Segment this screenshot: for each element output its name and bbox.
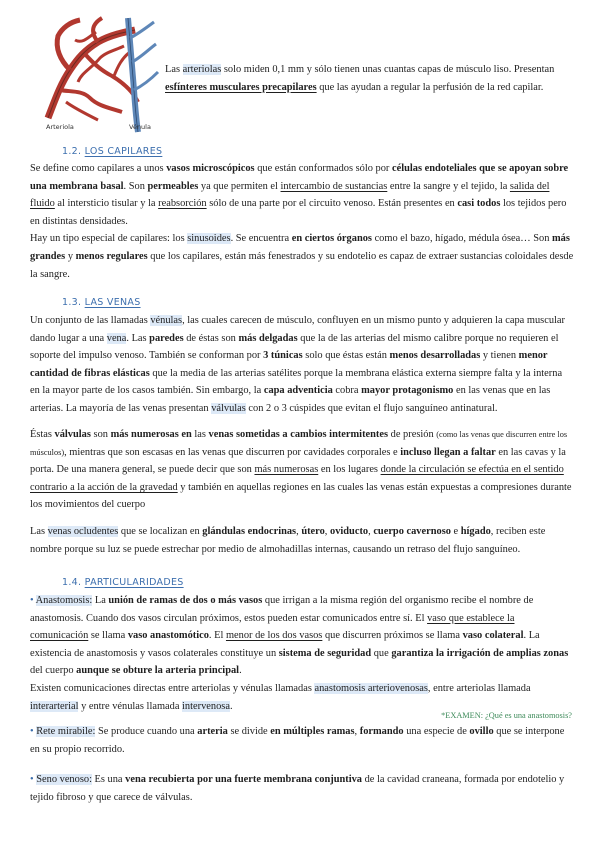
text: y tienen [480, 350, 519, 362]
text: , [354, 726, 360, 737]
text: en las venas que en las arterias. La mayoría de las venas presentan [30, 385, 551, 414]
underlined-text: intercambio de sustancias [280, 180, 388, 192]
text: e [450, 526, 461, 537]
text: que la media de las arterias satélites porque la membrana elástica externa siempre falta y la interna en la mayor parte de los casos también. Sin embargo, la [30, 367, 563, 397]
bold-text: arteria [197, 726, 228, 737]
text: que [371, 647, 392, 659]
section-heading-capilares [62, 146, 162, 157]
seno-venoso-paragraph [30, 771, 574, 806]
section-number: 1.2. [62, 146, 82, 157]
text: Éstas [30, 429, 55, 440]
term-venulas: vénulas [150, 315, 183, 326]
bold-text: unión de ramas de dos o más vasos [108, 595, 263, 606]
capillary-network-illustration [30, 10, 165, 135]
text: . Son [123, 180, 148, 192]
bold-text: formando [359, 726, 404, 737]
text: del cuerpo [30, 665, 77, 677]
text: La [92, 595, 109, 606]
figure-label-venula: Vénula [129, 123, 151, 131]
text: , las cuales carecen de músculo, confluyen en un mismo punto y adquieren la capa muscular dando lugar a una [30, 315, 565, 344]
bold-text: aunque se obture la arteria principal [76, 665, 240, 677]
bold-text: vaso colateral [462, 630, 524, 642]
bold-text: paredes [149, 332, 184, 344]
text: como el bazo, hígado, médula ósea… Son [371, 233, 553, 245]
small-note: (como las venas que discurren entre los músculos) [30, 430, 568, 457]
bold-text: en múltiples ramas [270, 726, 355, 737]
intro-paragraph [165, 61, 575, 96]
term-interarterial: interarterial [30, 700, 79, 712]
term-arteriolas: arteriolas [182, 64, 222, 75]
text: y también en aquellas regiones en las cuales las venas están expuestas a compresiones durante los movimientos del cuerpo [30, 481, 572, 511]
text: , [324, 526, 330, 537]
text: . Se encuentra [230, 233, 292, 245]
text: Las [165, 64, 183, 75]
text: al intersticio tisular y la [54, 198, 159, 210]
bold-text: vaso anastomótico [127, 630, 209, 642]
text: que se interpone en su propio recorrido. [30, 726, 565, 755]
text: solo que éstas están [302, 350, 390, 362]
bold-text: garantiza la irrigación de amplias zonas [391, 647, 569, 659]
text: en las cavas y la porta. De una manera general, se puede decir que son [30, 446, 566, 476]
bold-text: útero [301, 526, 325, 537]
underlined-text: donde la circulación se efectúa en el sentido contrario a la acción de la gravedad [30, 464, 564, 493]
text: , mientras que son escasas en las venas que discurren por cavidades corporales e [64, 446, 401, 458]
text: que irrigan a la misma región del organismo recibe el nombre de anastomosis. Cuando dos vasos circulan próximos, estos pueden estar comunicados entre sí. El [30, 595, 534, 624]
text: que están conformados sólo por [254, 163, 392, 174]
text: . Las [126, 332, 150, 344]
text: que se localizan en [118, 526, 203, 537]
section-title: LAS VENAS [84, 297, 141, 308]
text: y entre vénulas llamada [78, 700, 183, 712]
underlined-text: menor de los dos vasos [225, 630, 323, 642]
bold-text: capa adventicia [263, 385, 333, 397]
anastomosis-paragraph [30, 592, 574, 715]
section-heading-particularidades [62, 577, 184, 588]
term-anastomosis-arteriovenosas: anastomosis arteriovenosas [314, 682, 428, 694]
bold-text: más delgadas [238, 332, 298, 344]
term-sinusoides: sinusoides [187, 233, 231, 245]
bullet-icon: • [30, 774, 34, 785]
text: son [90, 429, 111, 440]
section-title: LOS CAPILARES [84, 146, 163, 157]
underlined-text: vaso que establece la comunicación [30, 612, 515, 642]
text: ya que permiten el [198, 180, 281, 192]
text: Se produce cuando una [95, 726, 198, 737]
section-heading-venas [62, 297, 141, 308]
text: entre la sangre y el tejido, la [387, 180, 510, 192]
term-intervenosa: intervenosa [182, 700, 230, 712]
venas-paragraph-1 [30, 312, 574, 418]
bold-text: incluso llegan a faltar [400, 446, 496, 458]
figure-label-arteriola: Arteriola [46, 123, 74, 131]
bold-text: cuerpo cavernoso [373, 526, 451, 537]
bold-text: oviducto [330, 526, 369, 537]
text: que los capilares, están más fenestrados y su endotelio es capaz de extraer sustancias coloidales desde la sangre. [30, 250, 574, 280]
text: Las [30, 526, 48, 537]
text: de presión [388, 429, 437, 440]
text: sólo de una parte por el circuito venoso. Están presentes en [206, 198, 458, 210]
bold-text: venas sometidas a cambios intermitentes [208, 429, 389, 440]
underlined-text: reabsorción [158, 198, 207, 210]
bold-text: menos desarrolladas [389, 350, 481, 362]
term-venas-ocludentes: venas ocludentes [47, 526, 119, 537]
bold-text: glándulas endocrinas [202, 526, 297, 537]
text: . La existencia de anastomosis y vasos colaterales constituye un [30, 630, 540, 659]
bold-text: 3 túnicas [263, 350, 303, 362]
rete-mirabile-paragraph [30, 723, 574, 758]
venas-paragraph-3 [30, 523, 574, 558]
term-anastomosis: Anastomosis: [35, 595, 93, 606]
text: , [368, 526, 374, 537]
capillary-bed-figure [30, 10, 165, 135]
text: se divide [227, 726, 271, 737]
bold-text: células endoteliales que se apoyan sobre una membrana basal [30, 163, 569, 192]
term-esfinteres: esfínteres musculares precapilares [165, 81, 317, 93]
text: Es una [91, 774, 126, 785]
text: Hay un tipo especial de capilares: los [30, 233, 188, 245]
text: cobra [332, 385, 362, 397]
text: de la cavidad craneana, formada por endotelio y tejido fibroso y que carece de válvulas. [30, 774, 565, 803]
text: Se define como capilares a unos [30, 163, 167, 174]
text: los tejidos pero en distintas densidades. [30, 198, 567, 227]
text: que las ayudan a regular la perfusión de la red capilar. [316, 81, 544, 93]
bold-text: permeables [147, 180, 199, 192]
bold-text: más grandes [30, 233, 570, 262]
text: solo miden 0,1 mm y sólo tienen unas cuantas capas de músculo liso. Presentan [221, 64, 555, 75]
bold-text: hígado [460, 526, 491, 537]
text: con 2 o 3 cúspides que evitan el flujo sanguíneo antinatural. [245, 402, 498, 414]
bold-text: vena recubierta por una fuerte membrana conjuntiva [125, 774, 362, 785]
text: Existen comunicaciones directas entre arteriolas y vénulas llamadas [30, 682, 315, 694]
underlined-text: salida del fluido [30, 180, 550, 210]
text: Un conjunto de las llamadas [30, 315, 151, 326]
bullet-icon: • [30, 726, 34, 737]
section-number: 1.3. [62, 297, 82, 308]
term-rete-mirabile: Rete mirabile: [36, 726, 96, 737]
text: las [191, 429, 209, 440]
bold-text: sistema de seguridad [278, 647, 372, 659]
text: se llama [88, 630, 128, 642]
term-valvulas: válvulas [211, 402, 246, 414]
bold-text: menos regulares [75, 250, 148, 262]
text: , [296, 526, 302, 537]
text: . [229, 700, 233, 712]
term-seno-venoso: Seno venoso: [36, 774, 92, 785]
text: en los lugares [318, 464, 381, 476]
capilares-paragraph-1 [30, 160, 574, 283]
section-title: PARTICULARIDADES [84, 577, 184, 588]
text: . [239, 665, 242, 677]
text: que discurren próximos se llama [322, 630, 463, 642]
bullet-icon: • [30, 595, 34, 606]
text: una especie de [403, 726, 470, 737]
bold-text: válvulas [54, 429, 91, 440]
term-vena: vena [106, 332, 127, 344]
bold-text: más numerosas en [110, 429, 192, 440]
bold-text: vasos microscópicos [166, 163, 255, 174]
text: y [65, 250, 76, 262]
text: , reciben este nombre porque su luz se puede estrechar por medio de almohadillas internas, causando un retraso del flujo sanguíneo. [30, 526, 546, 555]
text: , entre arteriolas llamada [427, 682, 531, 694]
bold-text: casi todos [457, 198, 501, 210]
text: . El [208, 630, 226, 642]
exam-note: *EXAMEN: ¿Qué es una anastomosis? [441, 711, 572, 720]
section-number: 1.4. [62, 577, 82, 588]
bold-text: en ciertos órganos [291, 233, 372, 245]
venas-paragraph-2 [30, 426, 574, 514]
bold-text: menor cantidad de fibras elásticas [30, 350, 548, 379]
underlined-text: más numerosas [254, 464, 319, 476]
text: de éstas son [183, 332, 239, 344]
bold-text: mayor protagonismo [361, 385, 454, 397]
text: que la de las arterias del mismo calibre porque no requieren el soporte del impulso venoso. También se conforman por [30, 332, 559, 362]
bold-text: ovillo [469, 726, 494, 737]
